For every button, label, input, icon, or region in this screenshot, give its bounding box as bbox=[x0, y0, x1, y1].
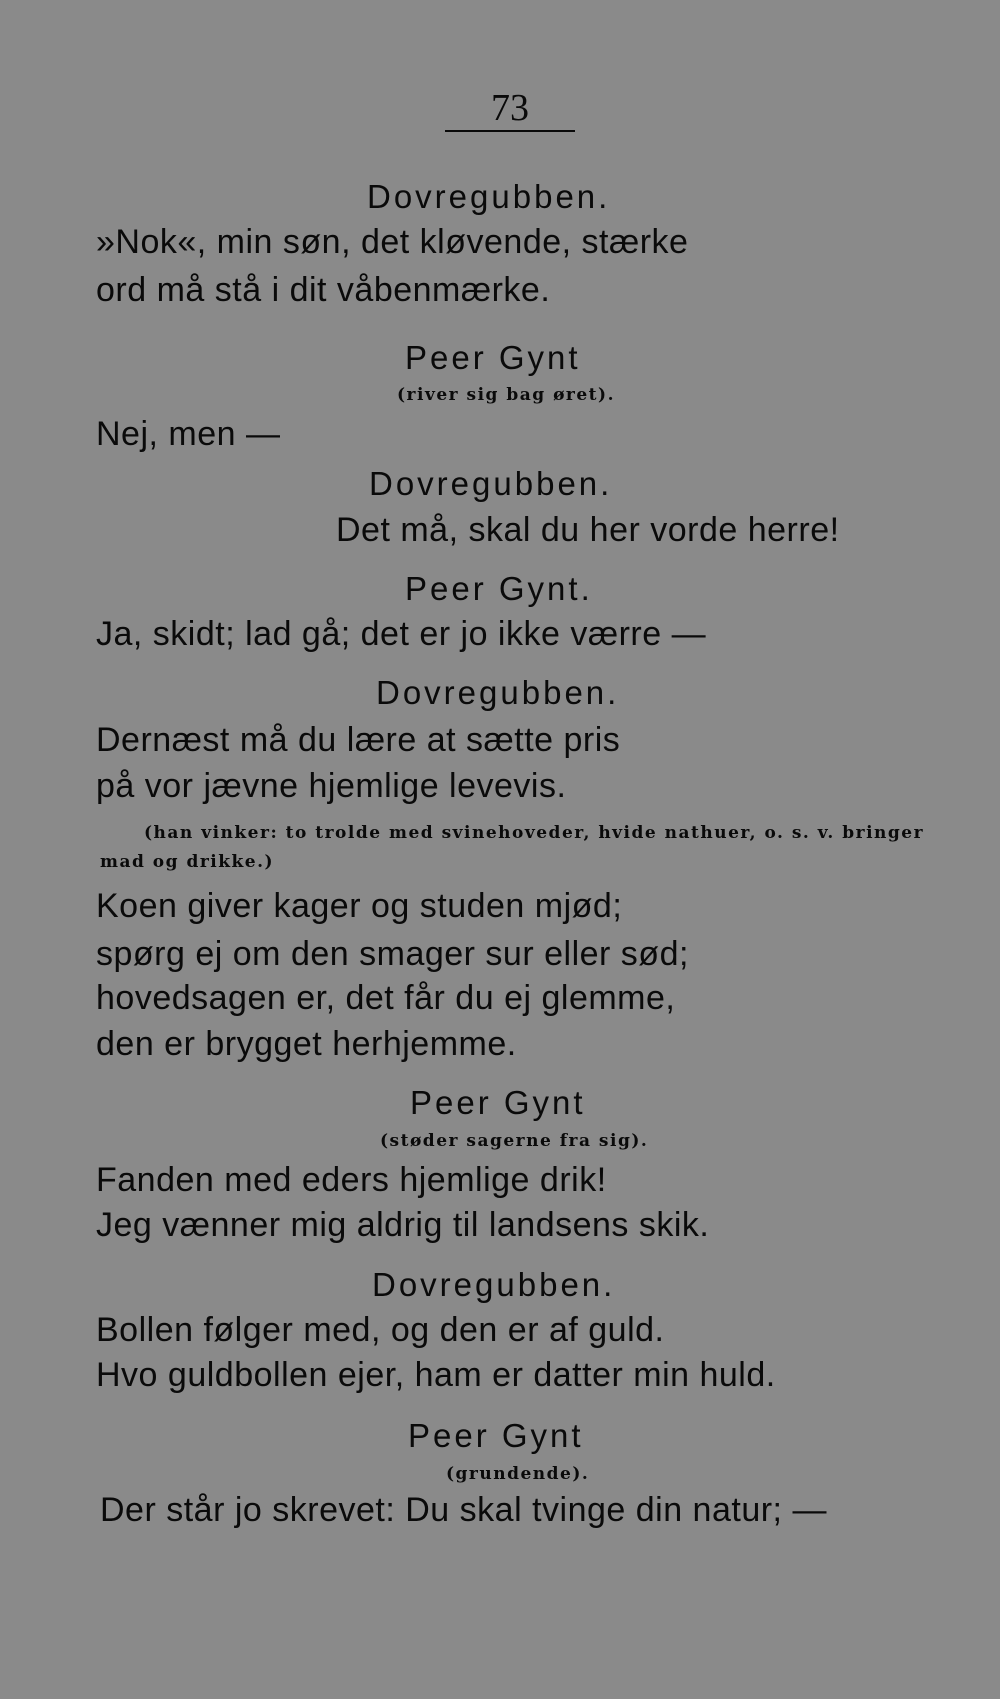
stage-direction: (han vinker: to trolde med svinehoveder, hvide nathuer, o. s. v. bringer bbox=[144, 823, 925, 843]
verse-line: Nej, men — bbox=[96, 415, 281, 453]
speaker-name: Dovregubben. bbox=[369, 465, 613, 502]
verse-line: Hvo guldbollen ejer, ham er datter min huld. bbox=[96, 1356, 776, 1394]
verse-line: Koen giver kager og studen mjød; bbox=[96, 887, 623, 925]
verse-line: Jeg vænner mig aldrig til landsens skik. bbox=[96, 1206, 710, 1244]
verse-line: »Nok«, min søn, det kløvende, stærke bbox=[96, 223, 689, 261]
speaker-name: Dovregubben. bbox=[372, 1266, 616, 1303]
speaker-name: Dovregubben. bbox=[376, 674, 620, 711]
speaker-name: Dovregubben. bbox=[367, 178, 611, 215]
speaker-name: Peer Gynt bbox=[408, 1417, 584, 1454]
verse-line: Dernæst må du lære at sætte pris bbox=[96, 721, 621, 759]
verse-line: spørg ej om den smager sur eller sød; bbox=[96, 935, 689, 973]
speaker-name: Peer Gynt bbox=[405, 339, 581, 376]
stage-direction: (grundende). bbox=[446, 1464, 590, 1484]
verse-line: på vor jævne hjemlige levevis. bbox=[96, 767, 567, 805]
stage-direction: mad og drikke.) bbox=[100, 852, 275, 872]
stage-direction: (støder sagerne fra sig). bbox=[380, 1131, 649, 1151]
verse-line: Fanden med eders hjemlige drik! bbox=[96, 1161, 607, 1199]
stage-direction: (river sig bag øret). bbox=[397, 385, 615, 405]
verse-line: Ja, skidt; lad gå; det er jo ikke værre — bbox=[96, 615, 707, 653]
verse-line: den er brygget herhjemme. bbox=[96, 1025, 517, 1063]
speaker-name: Peer Gynt. bbox=[405, 570, 593, 607]
verse-line: Det må, skal du her vorde herre! bbox=[336, 511, 840, 549]
verse-line: Bollen følger med, og den er af guld. bbox=[96, 1311, 665, 1349]
speaker-name: Peer Gynt bbox=[410, 1084, 586, 1121]
page-number: 73 bbox=[491, 87, 529, 129]
verse-line: ord må stå i dit våbenmærke. bbox=[96, 271, 551, 309]
page-number-rule bbox=[445, 130, 575, 132]
verse-line: Der står jo skrevet: Du skal tvinge din natur; — bbox=[100, 1491, 827, 1529]
verse-line: hovedsagen er, det får du ej glemme, bbox=[96, 979, 676, 1017]
